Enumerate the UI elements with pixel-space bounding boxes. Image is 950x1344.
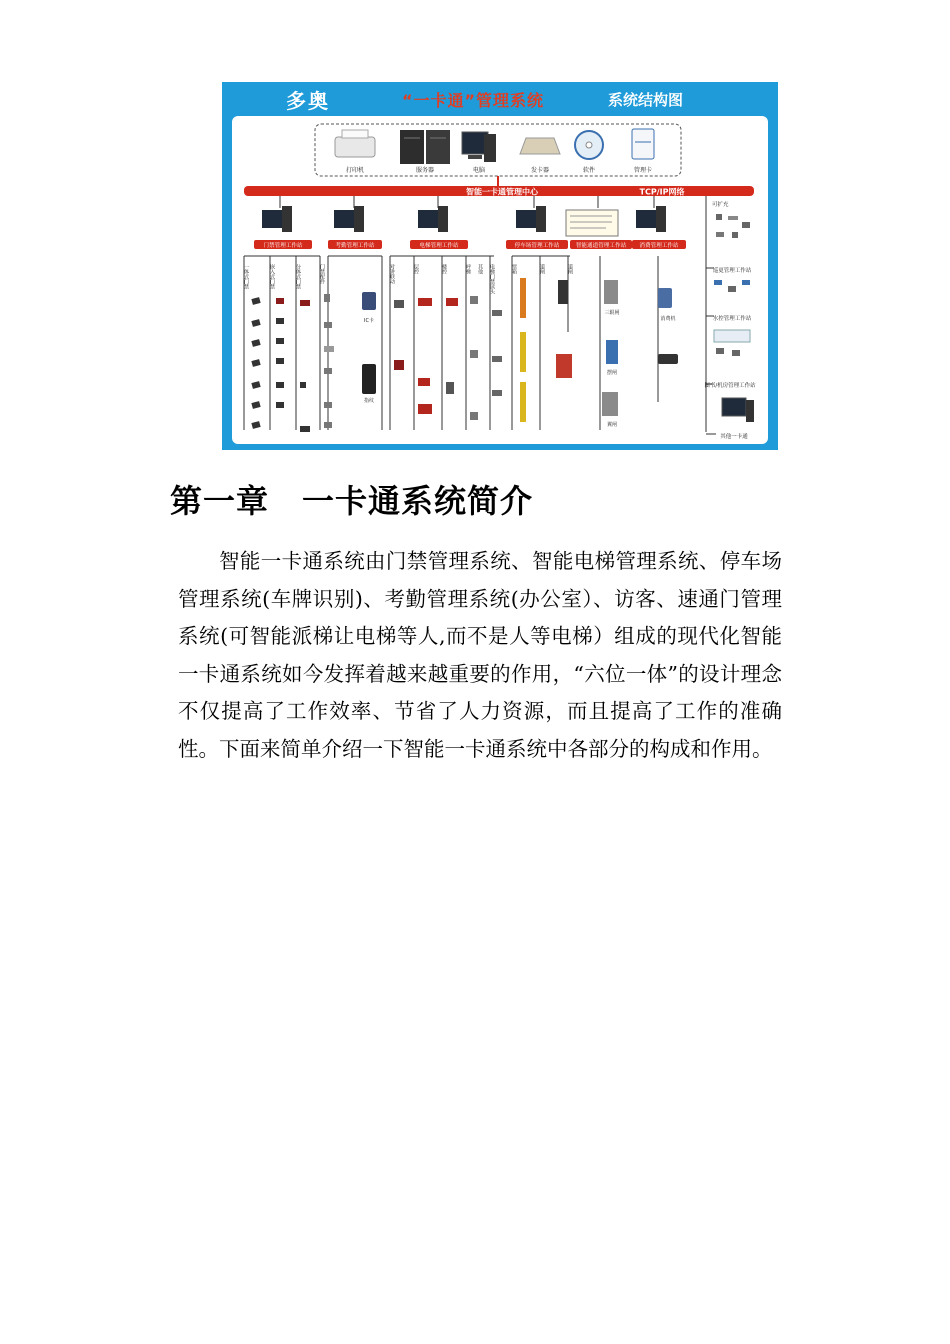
right-device-cluster-2 xyxy=(714,280,750,292)
subsystem-label: 其他 xyxy=(477,264,483,274)
workstation-channel: 智能通道管理工作站 xyxy=(575,243,627,249)
device-label-computer: 电脑 xyxy=(472,167,486,174)
subsystem-label: 层控 xyxy=(413,264,419,274)
intro-paragraph: 智能一卡通系统由门禁管理系统、智能电梯管理系统、停车场管理系统(车牌识别)、考勤管理系统(办公室）、访客、速通门管理系统(可智能派梯让电梯等人,而不是人等电梯）组成的现代化智能一卡通系统如今发挥着越来越重要的作用，“六位一体”的设计理念不仅提高了工作效率、节省了人力资源，而且提高了工作的准确性。下面来简单介绍一下智能一卡通系统中各部分的构成和作用。 xyxy=(178,549,782,761)
expand-label: 可扩充 xyxy=(712,202,729,208)
card-issuer-icon xyxy=(520,138,560,154)
subsystem-label: 道闸 xyxy=(567,264,573,274)
workstation-parking: 停车场管理工作站 xyxy=(514,243,560,249)
subsystem-label: 嵌入式门禁 xyxy=(269,264,275,289)
server-icon xyxy=(400,130,450,164)
center-bus-label: 智能一卡通管理中心 xyxy=(466,187,538,197)
subsystem-label: 分体式门禁 xyxy=(295,264,301,289)
right-station-other: 其他一卡通 xyxy=(720,434,748,440)
subsystem-label: 票箱 xyxy=(511,264,517,274)
subsystem-label: 楼控 xyxy=(441,264,447,274)
subsystem-label: 一体式门禁 xyxy=(243,264,249,289)
item-label-swing-gate: 摆闸 xyxy=(606,370,618,376)
workstation-computer-icon xyxy=(636,196,666,232)
right-station-patrol: 巡更管理工作站 xyxy=(712,268,752,274)
computer-icon xyxy=(462,132,496,162)
diagram-title: “一卡通”管理系统 xyxy=(402,91,545,110)
chapter-title: 第一章 一卡通系统简介 xyxy=(170,482,534,520)
device-thumbnails xyxy=(251,278,678,432)
device-label-printer: 打印机 xyxy=(345,167,365,174)
network-bus-label: TCP/IP网络 xyxy=(639,187,685,197)
diagram-subtitle: 系统结构图 xyxy=(608,91,684,109)
device-label-server: 服务器 xyxy=(415,167,435,174)
device-label-management-card: 管理卡 xyxy=(633,167,653,174)
item-label-ic-card: IC卡 xyxy=(364,318,374,324)
branch-connectors xyxy=(244,256,658,430)
right-station-library: 图书/机房管理工作站 xyxy=(704,383,756,389)
workstation-elevator: 电梯管理工作站 xyxy=(419,243,459,249)
workstation-consumption: 消费管理工作站 xyxy=(639,243,679,249)
item-label-fingerprint: 指纹 xyxy=(363,398,375,404)
management-card-icon xyxy=(632,129,654,159)
system-structure-diagram xyxy=(222,82,778,450)
subsystem-label: 电梯门禁读头 xyxy=(489,264,495,294)
diagram-brand: 多奥 xyxy=(286,89,330,113)
software-disc-icon xyxy=(575,131,603,159)
right-device-cluster-1 xyxy=(716,214,750,238)
device-label-card-issuer: 发卡器 xyxy=(530,167,550,174)
diagram-canvas xyxy=(222,82,778,450)
other-card-computer-icon xyxy=(722,398,754,422)
workstation-computer-icon xyxy=(262,196,292,232)
right-station-water: 水控管理工作站 xyxy=(712,316,752,322)
item-label-tripod-gate: 三辊闸 xyxy=(604,310,620,316)
subsystem-label: 对讲联动 xyxy=(389,264,395,284)
workstation-row xyxy=(262,196,666,236)
right-device-cluster-3 xyxy=(714,330,750,356)
item-label-wing-gate: 翼闸 xyxy=(606,422,618,428)
workstation-callout-box xyxy=(566,196,618,236)
subsystem-label: 呼梯 xyxy=(465,264,471,274)
workstation-computer-icon xyxy=(334,196,364,232)
printer-icon xyxy=(335,130,375,157)
workstation-attendance: 考勤管理工作站 xyxy=(335,243,375,249)
workstation-computer-icon xyxy=(418,196,448,232)
item-label-pos-terminal: 消费机 xyxy=(660,316,676,322)
subsystem-label: 道闸 xyxy=(539,264,545,274)
subsystem-label: 门禁配件 xyxy=(319,264,325,284)
workstation-computer-icon xyxy=(516,196,546,232)
device-label-software: 软件 xyxy=(582,167,596,174)
workstation-access: 门禁管理工作站 xyxy=(263,243,303,249)
